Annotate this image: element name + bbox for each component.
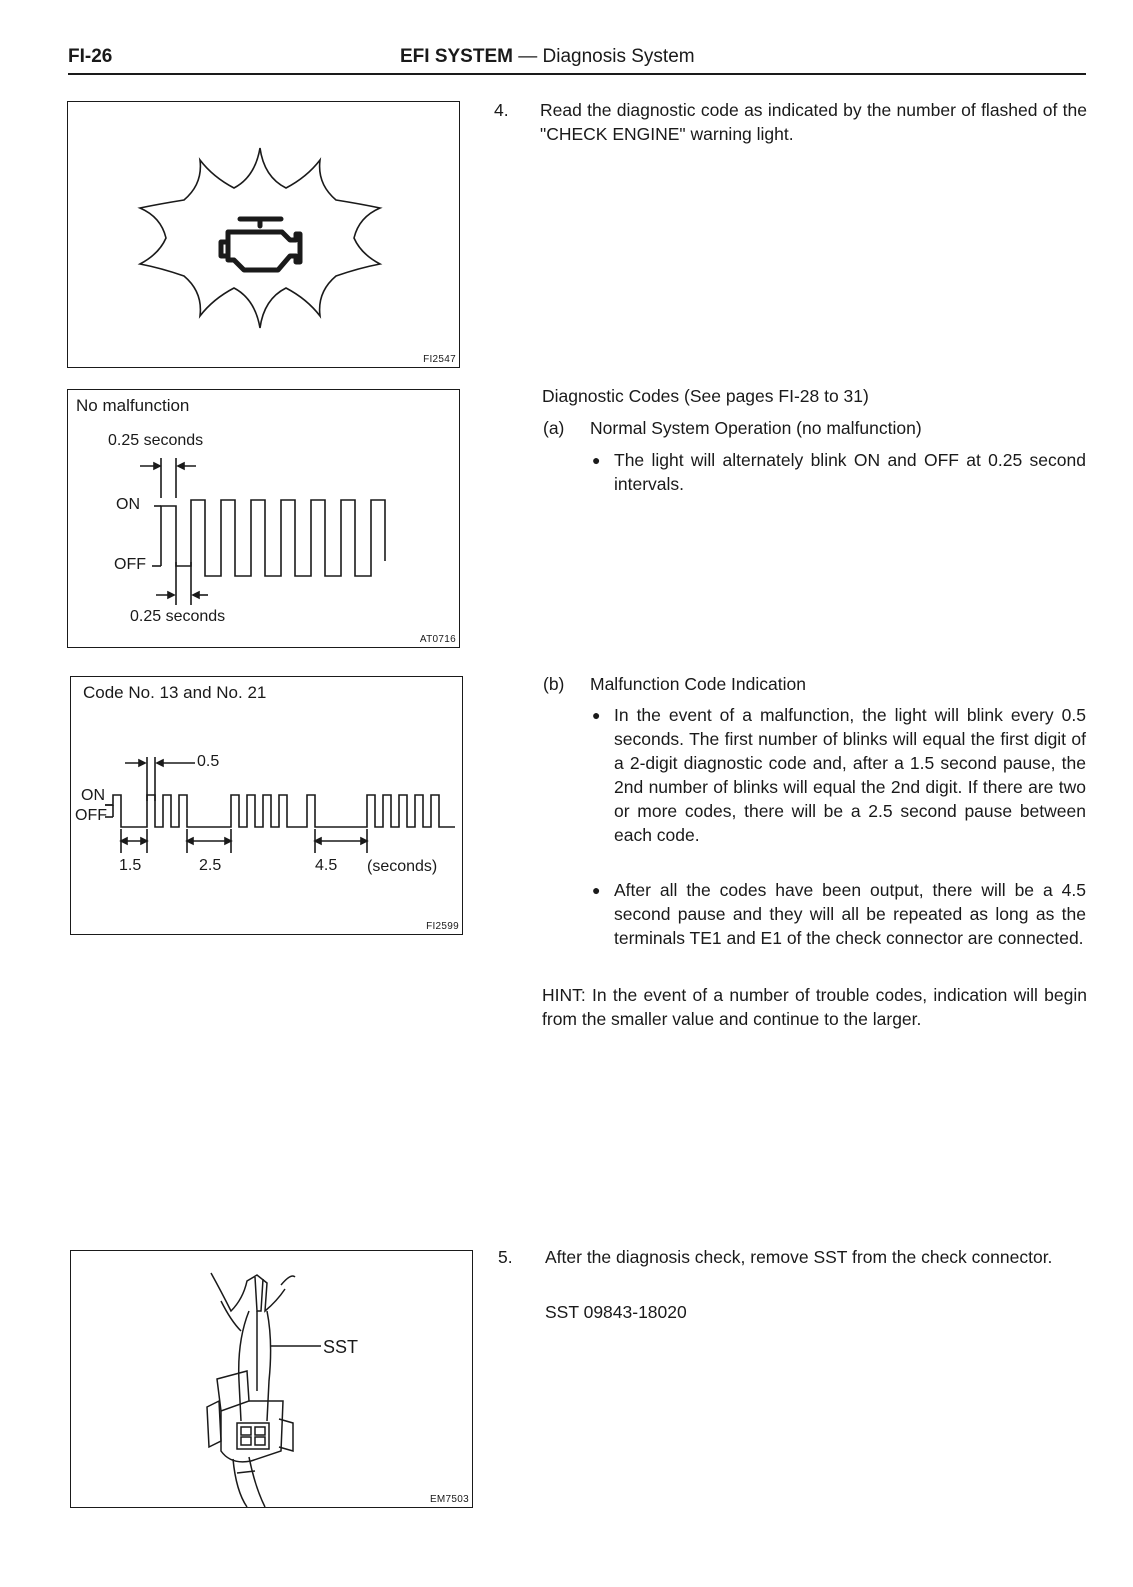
bullet-icon: ●	[592, 882, 601, 898]
figure-id: FI2599	[426, 921, 459, 932]
step-4-number: 4.	[494, 100, 509, 120]
code-waveform	[71, 677, 464, 936]
running-header	[400, 46, 695, 68]
hint-text: HINT: In the event of a number of trouble codes, indication will begin from the smaller value and continue to the larger.	[542, 985, 1087, 1029]
bottom-interval-label: 0.25 seconds	[130, 608, 226, 625]
item-b-title: Malfunction Code Indication	[590, 674, 806, 694]
item-a-label: (a)	[543, 418, 565, 438]
header-separator: —	[512, 46, 543, 67]
header-rule	[68, 73, 1086, 75]
unit-label: (seconds)	[367, 858, 438, 875]
on-label: ON	[116, 496, 140, 513]
top-interval-label: 0.25 seconds	[108, 432, 204, 449]
item-a-title: Normal System Operation (no malfunction)	[590, 418, 922, 438]
sst-part-number: SST 09843-18020	[545, 1302, 687, 1322]
no-malfunction-figure	[67, 389, 460, 648]
item-a-bullet: The light will alternately blink ON and OFF at 0.25 second intervals.	[614, 450, 1086, 494]
check-engine-light-icon	[68, 102, 461, 369]
pause-3-label: 4.5	[315, 857, 338, 874]
subsection-title: Diagnosis System	[542, 46, 695, 67]
sst-connector-figure	[70, 1250, 473, 1508]
pause-2-label: 2.5	[199, 857, 222, 874]
sst-label: SST	[323, 1337, 359, 1357]
check-engine-figure	[67, 101, 460, 368]
step-5-text: After the diagnosis check, remove SST from the check connector.	[545, 1247, 1053, 1267]
pulse-width-label: 0.5	[197, 753, 220, 770]
blink-waveform	[68, 390, 461, 649]
connector-illustration	[71, 1251, 474, 1509]
diagnostic-codes-heading: Diagnostic Codes (See pages FI-28 to 31)	[542, 386, 869, 406]
page-number: FI-26	[68, 46, 113, 67]
bullet-icon: ●	[592, 707, 601, 723]
off-label: OFF	[114, 556, 146, 573]
step-5-number: 5.	[498, 1247, 513, 1267]
item-b-bullet-1: In the event of a malfunction, the light will blink every 0.5 seconds. The first number of blinks will equal the first digit of a 2-digit diagnostic code and, after a 1.5 second pause, the 2nd number of blinks will equal the 2nd digit. If there are two or more codes, there will be a 2.5 second pause between each code.	[614, 705, 1086, 845]
step-4-text: Read the diagnostic code as indicated by the number of flashed of the "CHECK ENGINE" warning light.	[540, 100, 1087, 144]
item-b-bullet-2: After all the codes have been output, there will be a 4.5 second pause and they will all be repeated as long as the terminals TE1 and E1 of the check connector are connected.	[614, 880, 1086, 948]
on-label: ON	[81, 787, 105, 804]
section-title: EFI SYSTEM	[400, 46, 513, 67]
code-13-21-figure	[70, 676, 463, 935]
figure-title: No malfunction	[76, 396, 190, 415]
figure-title: Code No. 13 and No. 21	[83, 683, 267, 702]
item-b-label: (b)	[543, 674, 565, 694]
pause-1-label: 1.5	[119, 857, 142, 874]
figure-id: AT0716	[419, 634, 456, 645]
bullet-icon: ●	[592, 452, 601, 468]
off-label: OFF	[75, 807, 107, 824]
figure-id: FI2547	[423, 354, 456, 365]
figure-id: EM7503	[429, 1494, 469, 1505]
